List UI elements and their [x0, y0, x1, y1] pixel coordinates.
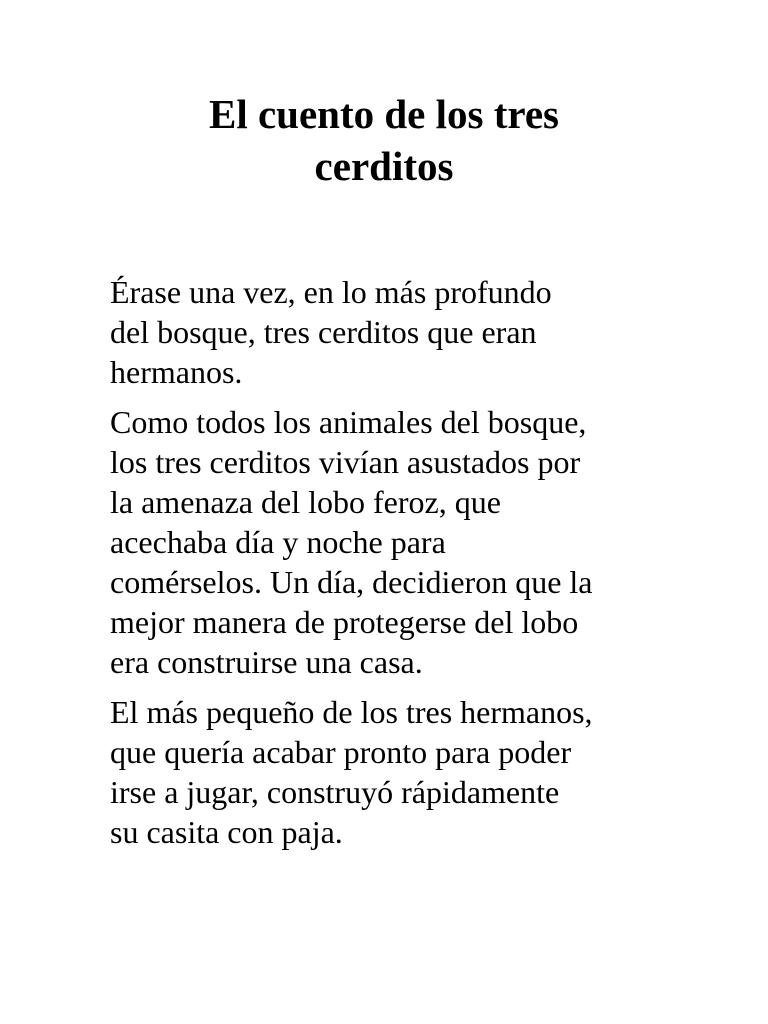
- paragraph-1: [110, 272, 710, 392]
- paragraph-line: mejor manera de protegerse del lobo: [110, 604, 579, 640]
- paragraph-line: Érase una vez, en lo más profundo: [110, 274, 552, 310]
- paragraph-line: irse a jugar, construyó rápidamente: [110, 774, 560, 810]
- paragraph-line: El más pequeño de los tres hermanos,: [110, 694, 593, 730]
- paragraph-3: [110, 692, 710, 852]
- title-line-2: cerditos: [314, 143, 454, 189]
- paragraph-line: acechaba día y noche para: [110, 524, 446, 560]
- story-body: [110, 272, 710, 862]
- paragraph-line: la amenaza del lobo feroz, que: [110, 484, 501, 520]
- paragraph-line: comérselos. Un día, decidieron que la: [110, 564, 593, 600]
- paragraph-line: era construirse una casa.: [110, 644, 423, 680]
- paragraph-line: los tres cerditos vivían asustados por: [110, 444, 581, 480]
- paragraph-line: del bosque, tres cerditos que eran: [110, 314, 537, 350]
- page-title: [0, 88, 768, 192]
- paragraph-line: su casita con paja.: [110, 814, 343, 850]
- title-line-1: El cuento de los tres: [208, 91, 559, 137]
- paragraph-2: [110, 402, 710, 682]
- paragraph-line: Como todos los animales del bosque,: [110, 404, 587, 440]
- paragraph-line: que quería acabar pronto para poder: [110, 734, 572, 770]
- paragraph-line: hermanos.: [110, 354, 243, 390]
